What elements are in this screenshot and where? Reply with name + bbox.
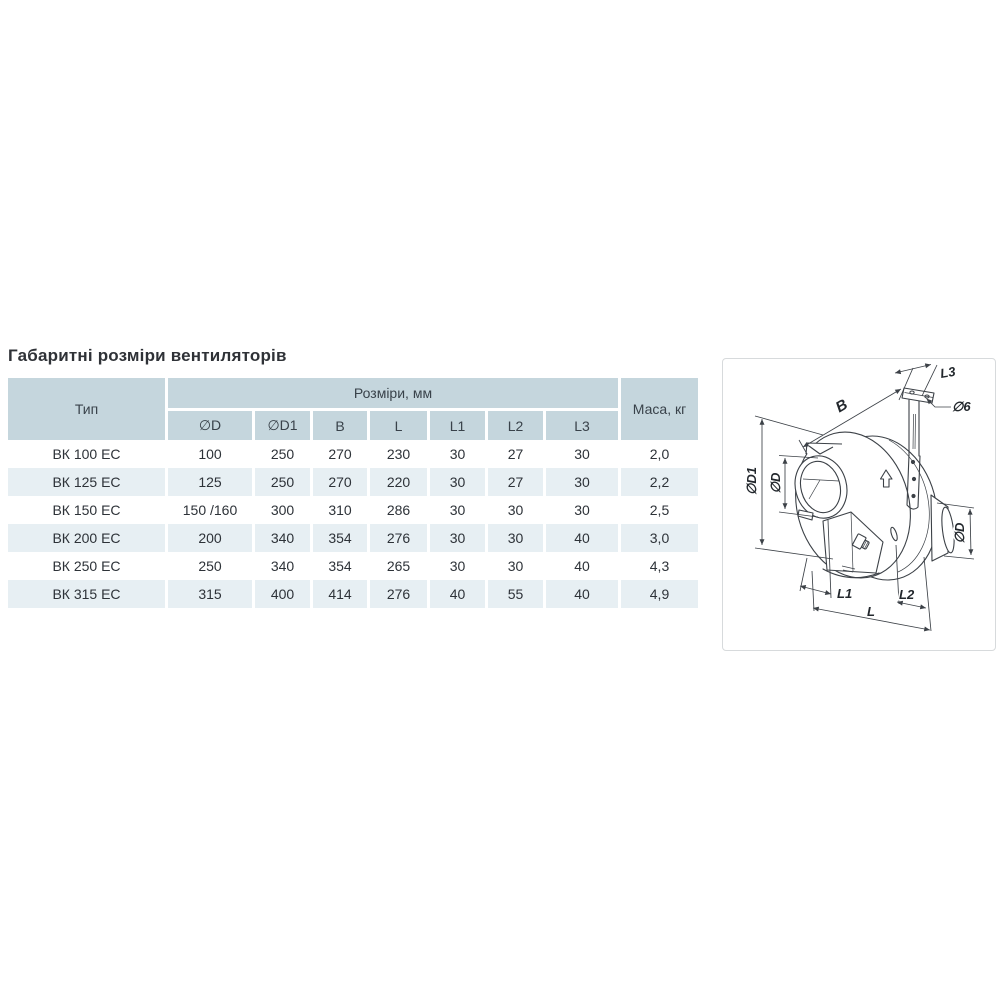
value-cell: 300: [252, 496, 310, 524]
page-title: Габаритні розміри вентиляторів: [8, 346, 287, 365]
dim-label-hole-diameter: ∅6: [952, 399, 971, 414]
value-cell: 27: [485, 468, 543, 496]
value-cell: 40: [543, 580, 618, 608]
type-cell: ВК 315 ЕС: [8, 580, 165, 608]
dim-label-d-outlet: ∅D: [952, 522, 967, 544]
type-cell: ВК 100 ЕС: [52, 446, 121, 462]
column-header-l1: L1: [427, 408, 485, 440]
value-cell: 250: [252, 468, 310, 496]
value-cell: 200: [165, 524, 252, 552]
value-cell: 2,5: [618, 496, 698, 524]
value-cell: 315: [165, 580, 252, 608]
value-cell: 30: [427, 440, 485, 468]
type-cell: ВК 200 ЕС: [8, 524, 165, 552]
value-cell: 30: [485, 552, 543, 580]
value-cell: 30: [485, 524, 543, 552]
dim-label-l2: L2: [899, 587, 915, 602]
value-cell: 30: [427, 496, 485, 524]
value-cell: 40: [427, 580, 485, 608]
column-header-dimensions: Розміри, мм: [165, 378, 618, 408]
table-row: [8, 468, 698, 496]
dim-label-b: B: [832, 396, 851, 417]
value-cell: 250: [252, 440, 310, 468]
dim-label-d-inlet: ∅D: [768, 472, 783, 494]
column-header-l: L: [367, 408, 427, 440]
value-cell: 150 /160: [165, 496, 252, 524]
value-cell: 40: [543, 552, 618, 580]
value-cell: 4,9: [618, 580, 698, 608]
value-cell: 414: [310, 580, 367, 608]
value-cell: 30: [543, 440, 618, 468]
column-header-d: ∅D: [165, 408, 252, 440]
dim-label-l: L: [867, 604, 875, 619]
mounting-bracket: [902, 388, 934, 456]
value-cell: 276: [367, 524, 427, 552]
value-cell: 55: [485, 580, 543, 608]
table-row: [8, 580, 698, 608]
dim-label-d1: ∅D1: [744, 467, 759, 495]
column-header-mass: Маса, кг: [618, 378, 698, 440]
dim-label-l3: L3: [939, 363, 957, 381]
table-row: [8, 552, 698, 580]
column-header-l3: L3: [543, 408, 618, 440]
dim-label-l1: L1: [837, 586, 853, 601]
column-header-type: Тип: [8, 378, 165, 440]
table-row: [8, 496, 698, 524]
value-cell: 286: [367, 496, 427, 524]
value-cell: 4,3: [618, 552, 698, 580]
value-cell: 276: [367, 580, 427, 608]
value-cell: 3,0: [618, 524, 698, 552]
value-cell: 220: [367, 468, 427, 496]
value-cell: 2,2: [618, 468, 698, 496]
value-cell: 30: [485, 496, 543, 524]
value-cell: 2,0: [618, 440, 698, 468]
type-cell: ВК 250 ЕС: [52, 558, 121, 574]
value-cell: 340: [252, 524, 310, 552]
column-header-b: B: [310, 408, 367, 440]
value-cell: 400: [252, 580, 310, 608]
value-cell: 230: [367, 440, 427, 468]
type-cell: ВК 150 ЕС: [52, 502, 121, 518]
value-cell: 40: [543, 524, 618, 552]
value-cell: 125: [165, 468, 252, 496]
value-cell: 27: [485, 440, 543, 468]
value-cell: 30: [543, 468, 618, 496]
fan-technical-drawing: [723, 359, 995, 650]
value-cell: 354: [310, 552, 367, 580]
type-cell: ВК 125 ЕС: [8, 468, 165, 496]
column-header-d1: ∅D1: [252, 408, 310, 440]
value-cell: 340: [252, 552, 310, 580]
value-cell: 270: [310, 440, 367, 468]
value-cell: 30: [427, 468, 485, 496]
value-cell: 265: [367, 552, 427, 580]
fan-dimensions-table: [8, 378, 698, 608]
value-cell: 354: [310, 524, 367, 552]
value-cell: 30: [427, 552, 485, 580]
value-cell: 100: [165, 440, 252, 468]
column-header-l2: L2: [485, 408, 543, 440]
table-row: [8, 440, 698, 468]
value-cell: 30: [543, 496, 618, 524]
value-cell: 310: [310, 496, 367, 524]
fan-drawing-panel: [722, 358, 996, 651]
table-row: [8, 524, 698, 552]
value-cell: 30: [427, 524, 485, 552]
value-cell: 250: [165, 552, 252, 580]
value-cell: 270: [310, 468, 367, 496]
